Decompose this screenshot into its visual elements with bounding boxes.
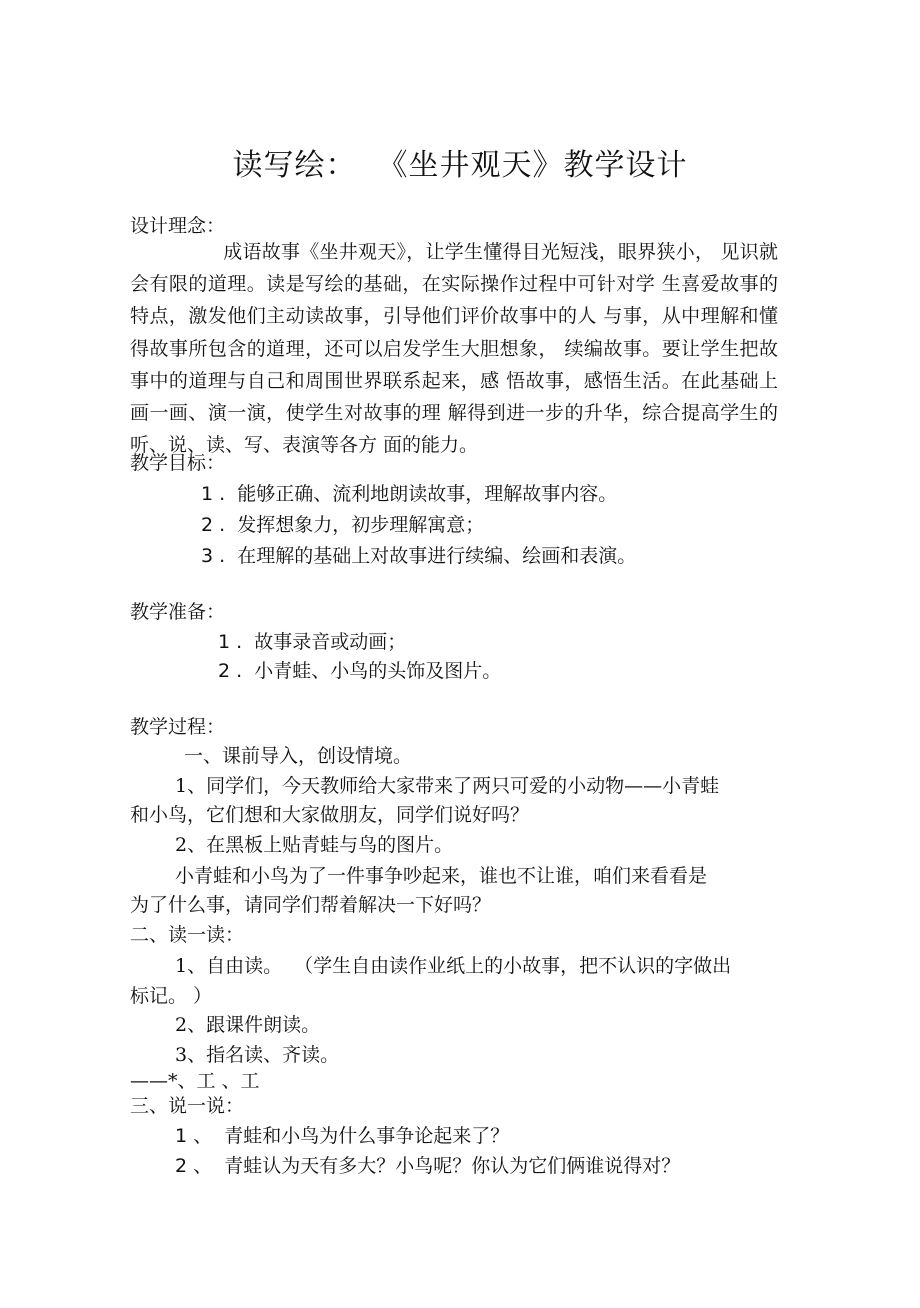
step-2-item-1-line-a: 1、自由读。 （学生自由读作业纸上的小故事，把不认识的字做出 <box>175 955 732 977</box>
prep-item-1 <box>218 630 406 654</box>
step-2-item-3: 3、指名读、齐读。 <box>175 1044 340 1066</box>
step-2-item-1-line-b: 标记。 ） <box>130 985 213 1007</box>
stray-line: ——*、工 、工 <box>130 1070 260 1092</box>
goal-text: 发挥想象力，初步理解寓意； <box>237 514 485 536</box>
goal-item-1 <box>201 482 617 506</box>
step-3-text: 青蛙认为天有多大？小鸟呢？你认为它们俩谁说得对？ <box>224 1155 681 1177</box>
step-1-item-2: 2、在黑板上贴青蛙与鸟的图片。 <box>175 834 454 856</box>
goal-number: 2 . <box>201 514 226 536</box>
document-title: 读写绘： 《坐井观天》教学设计 <box>232 148 688 183</box>
concept-text: 成语故事《坐井观天》，让学生懂得目光短浅，眼界狭小， 见识就会有限的道理。读是写绘的基础，在实际操作过程中可针对学 生喜爱故事的特点，激发他们主动读故事，引导他们评价故事中的人 与事，从中理解和懂得故事所包含的道理，还可以启发学生大胆想象， 续编故事。要让学生把故事中的道理与自己和周围世界联系起来，感 悟故事，感悟生活。在此基础上画一画、演一演，使学生对故事的理 解得到进一步的升华，综合提高学生的听、说、读、写、表演等各方 面的能力。 <box>130 241 778 457</box>
goals-heading: 教学目标： <box>130 452 226 474</box>
goal-item-3 <box>201 544 636 568</box>
step-3-number: 1 、 <box>175 1125 213 1147</box>
prep-text: 小青蛙、小鸟的头饰及图片。 <box>254 660 502 682</box>
step-1-item-3-line-a: 小青蛙和小鸟为了一件事争吵起来，谁也不让谁，咱们来看看是 <box>175 865 708 887</box>
step-1-item-3-line-b: 为了什么事，请同学们帮着解决一下好吗？ <box>130 894 492 916</box>
prep-item-2 <box>218 659 501 683</box>
step-1-item-1-line-b: 和小鸟，它们想和大家做朋友，同学们说好吗？ <box>130 804 530 826</box>
prep-number: 2 . <box>218 660 243 682</box>
goal-text: 能够正确、流利地朗读故事，理解故事内容。 <box>237 483 618 505</box>
step-3-heading: 三、说一说： <box>130 1095 245 1117</box>
step-2-heading: 二、读一读： <box>130 924 245 946</box>
step-1-item-1-line-a: 1、同学们，今天教师给大家带来了两只可爱的小动物——小青蛙 <box>175 775 720 797</box>
prep-text: 故事录音或动画； <box>254 631 407 653</box>
concept-heading: 设计理念： <box>130 215 226 237</box>
concept-paragraph <box>130 236 778 461</box>
step-3-item-1 <box>175 1124 509 1148</box>
goal-number: 1 . <box>201 483 226 505</box>
goal-number: 3 . <box>201 545 226 567</box>
prep-heading: 教学准备： <box>130 601 226 623</box>
step-3-text: 青蛙和小鸟为什么事争论起来了？ <box>224 1125 510 1147</box>
goal-item-2 <box>201 513 484 537</box>
step-1-heading: 一、课前导入，创设情境。 <box>184 745 413 767</box>
step-2-item-2: 2、跟课件朗读。 <box>175 1014 321 1036</box>
step-3-item-2 <box>175 1154 680 1178</box>
prep-number: 1 . <box>218 631 243 653</box>
process-heading: 教学过程： <box>130 716 226 738</box>
step-3-number: 2 、 <box>175 1155 213 1177</box>
goal-text: 在理解的基础上对故事进行续编、绘画和表演。 <box>237 545 637 567</box>
